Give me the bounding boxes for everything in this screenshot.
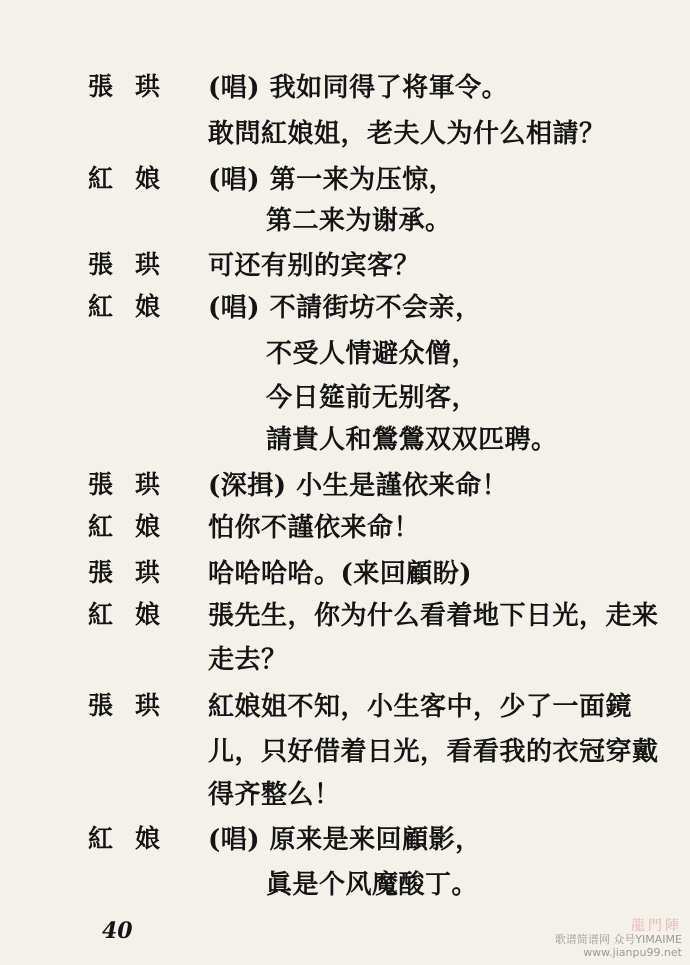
watermark-line2: www.jianpu99.net [583, 946, 682, 959]
dialogue-text: 怕你不謹依来命！ [208, 513, 421, 543]
speaker-label: 紅娘 [88, 824, 183, 853]
dialogue-text: (唱) 原来是来回顧影， [208, 825, 482, 855]
page-number: 40 [102, 918, 133, 944]
dialogue-text: 第二来为谢承。 [266, 206, 452, 236]
dialogue-text: 紅娘姐不知，小生客中，少了一面鏡 [208, 692, 633, 722]
speaker-label: 紅娘 [88, 164, 183, 193]
watermark-line1: 歌谱简谱网 众号YIMAIME [554, 933, 682, 946]
speaker-label: 張珙 [88, 691, 183, 720]
dialogue-text: (唱) 我如同得了将軍令。 [208, 73, 509, 103]
dialogue-text: 走去？ [208, 645, 288, 675]
dialogue-text: 可还有别的宾客？ [208, 251, 421, 281]
speaker-label: 紅娘 [88, 512, 183, 541]
dialogue-text: 請貴人和鶯鶯双双匹聘。 [266, 425, 558, 455]
speaker-label: 張珙 [88, 470, 183, 499]
dialogue-text: 得齐整么！ [208, 780, 341, 810]
speaker-label: 張珙 [88, 72, 183, 101]
watermark [555, 920, 682, 959]
dialogue-text: 不受人情避众僧， [266, 339, 479, 369]
dialogue-text: 眞是个风魔酸丁。 [266, 870, 479, 900]
speaker-label: 張珙 [88, 558, 183, 587]
dialogue-text: (唱) 不請街坊不会亲， [208, 293, 482, 323]
dialogue-text: 張先生，你为什么看着地下日光，走来 [208, 601, 659, 631]
speaker-label: 紅娘 [88, 292, 183, 321]
dialogue-text: 儿，只好借着日光，看看我的衣冠穿戴 [208, 737, 659, 767]
dialogue-text: 哈哈哈哈。(来回顧盼) [208, 559, 473, 589]
speaker-label: 張珙 [88, 250, 183, 279]
watermark-brand: 龍門陣 [631, 918, 682, 934]
speaker-label: 紅娘 [88, 600, 183, 629]
dialogue-text: (唱) 第一来为压惊， [208, 165, 456, 195]
dialogue-text: (深揖) 小生是謹依来命！ [208, 471, 509, 501]
dialogue-text: 敢問紅娘姐，老夫人为什么相請？ [208, 119, 606, 149]
dialogue-text: 今日筵前无别客， [266, 383, 479, 413]
